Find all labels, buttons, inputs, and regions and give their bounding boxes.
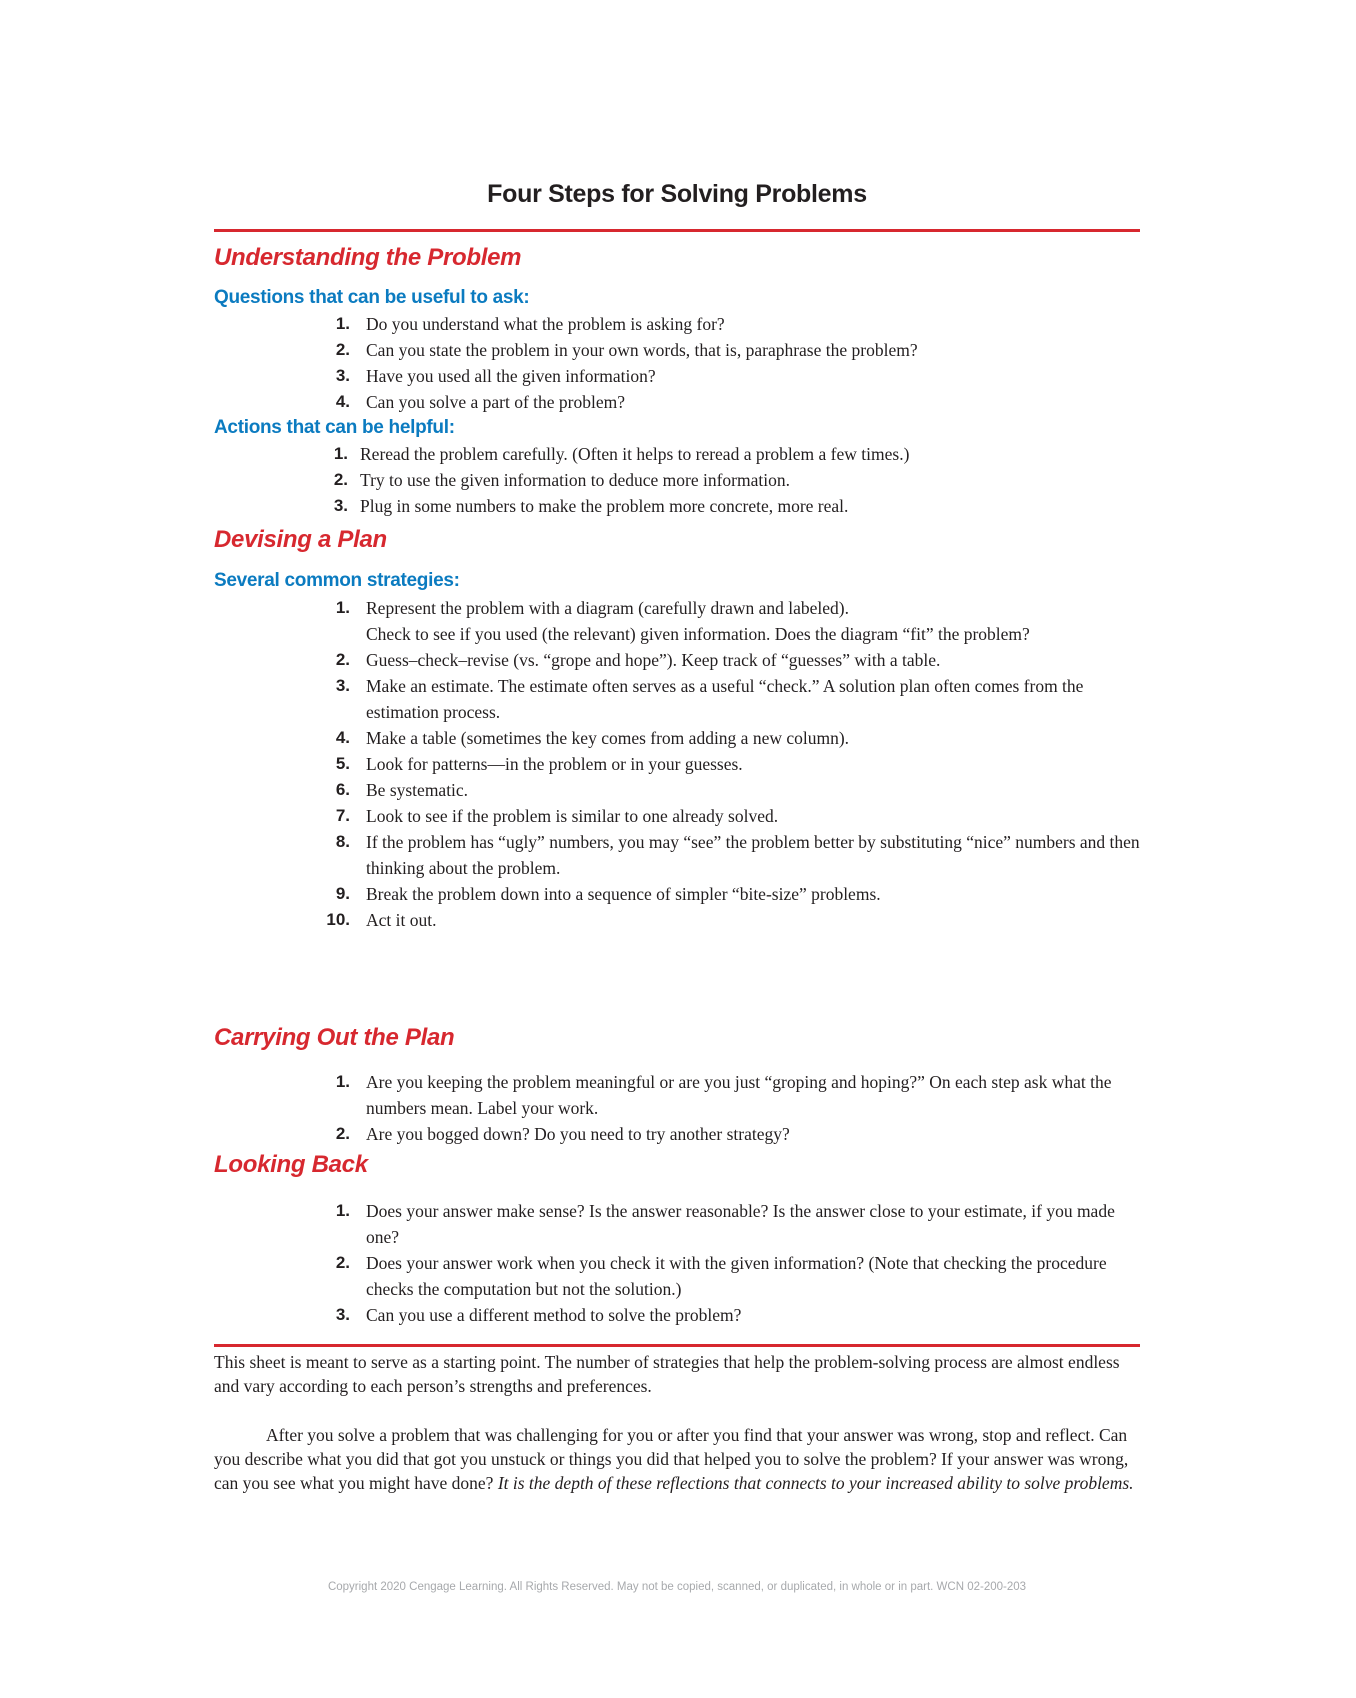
list-item xyxy=(214,1198,1140,1250)
item-number: 1. xyxy=(335,1072,350,1091)
item-text: If the problem has “ugly” numbers, you may “see” the problem better by substituting “nice” numbers and then thinking about the problem. xyxy=(366,832,1140,878)
item-number: 1. xyxy=(333,444,348,463)
item-text: Can you use a different method to solve the problem? xyxy=(366,1305,742,1325)
item-text: Represent the problem with a diagram (carefully drawn and labeled). xyxy=(366,598,850,618)
item-text: Does your answer work when you check it with the given information? (Note that checking the procedure checks the computation but not the solution.) xyxy=(366,1253,1107,1299)
list-item xyxy=(214,907,1140,933)
item-number: 5. xyxy=(335,754,350,773)
subheading-questions: Questions that can be useful to ask: xyxy=(214,287,530,308)
item-text: Are you bogged down? Do you need to try another strategy? xyxy=(366,1124,790,1144)
list-item xyxy=(214,337,1140,363)
item-text: Have you used all the given information? xyxy=(366,366,656,386)
section-heading-understanding: Understanding the Problem xyxy=(214,244,522,271)
list-item xyxy=(214,803,1140,829)
closing-divider xyxy=(214,1344,1140,1347)
item-number: 3. xyxy=(335,366,350,385)
item-number: 3. xyxy=(333,496,348,515)
list-item xyxy=(214,493,1140,519)
item-number: 3. xyxy=(335,676,350,695)
section-heading-carrying-out: Carrying Out the Plan xyxy=(214,1024,455,1051)
item-text: Do you understand what the problem is asking for? xyxy=(366,314,725,334)
list-item xyxy=(214,595,1140,647)
item-text: Make an estimate. The estimate often serves as a useful “check.” A solution plan often comes from the estimation process. xyxy=(366,676,1084,722)
list-item xyxy=(214,1250,1140,1302)
item-text: Reread the problem carefully. (Often it helps to reread a problem a few times.) xyxy=(360,444,910,464)
item-number: 10. xyxy=(326,910,350,929)
item-number: 6. xyxy=(335,780,350,799)
page-title: Four Steps for Solving Problems xyxy=(487,180,867,208)
section-heading-devising: Devising a Plan xyxy=(214,526,387,553)
closing-paragraph-2 xyxy=(214,1423,1140,1495)
item-text: Be systematic. xyxy=(366,780,469,800)
item-number: 2. xyxy=(335,1124,350,1143)
item-number: 2. xyxy=(335,650,350,669)
item-number: 9. xyxy=(335,884,350,903)
item-text: Are you keeping the problem meaningful or are you just “groping and hoping?” On each step ask what the numbers mean. Label your work. xyxy=(366,1072,1112,1118)
carrying-out-list xyxy=(214,1069,1140,1147)
closing-paragraph-2-text: After you solve a problem that was challenging for you or after you find that your answer was wrong, stop and reflect. Can you describe what you did that got you unstuck or things you did that helped you to solve the problem? If your answer was wrong, can you see what you might have done? xyxy=(214,1425,1129,1493)
copyright-footer: Copyright 2020 Cengage Learning. All Rights Reserved. May not be copied, scanned, or duplicated, in whole or in part. WCN 02-200-203 xyxy=(327,1581,1027,1593)
list-item xyxy=(214,881,1140,907)
item-number: 1. xyxy=(335,1201,350,1220)
closing-paragraph-2-emphasis: It is the depth of these reflections that connects to your increased ability to solve problems. xyxy=(497,1473,1134,1493)
item-text-continuation: Check to see if you used (the relevant) given information. Does the diagram “fit” the problem? xyxy=(366,624,1030,644)
looking-back-list xyxy=(214,1198,1140,1328)
list-item xyxy=(214,441,1140,467)
list-item xyxy=(214,777,1140,803)
item-number: 8. xyxy=(335,832,350,851)
strategies-list xyxy=(214,595,1140,933)
item-text: Make a table (sometimes the key comes from adding a new column). xyxy=(366,728,850,748)
list-item xyxy=(214,647,1140,673)
list-item xyxy=(214,311,1140,337)
closing-paragraph-1: This sheet is meant to serve as a starting point. The number of strategies that help the problem-solving process are almost endless and vary according to each person’s strengths and preferences. xyxy=(214,1352,1120,1396)
item-text: Does your answer make sense? Is the answer reasonable? Is the answer close to your estimate, if you made one? xyxy=(366,1201,1115,1247)
list-item xyxy=(214,363,1140,389)
item-number: 7. xyxy=(335,806,350,825)
item-number: 4. xyxy=(335,728,350,747)
item-text: Can you state the problem in your own words, that is, paraphrase the problem? xyxy=(366,340,918,360)
item-text: Look to see if the problem is similar to one already solved. xyxy=(366,806,779,826)
item-number: 2. xyxy=(335,1253,350,1272)
item-text: Try to use the given information to deduce more information. xyxy=(360,470,790,490)
item-number: 2. xyxy=(333,470,348,489)
list-item xyxy=(214,751,1140,777)
item-number: 1. xyxy=(335,598,350,617)
item-number: 4. xyxy=(335,392,350,411)
subheading-actions: Actions that can be helpful: xyxy=(214,417,455,438)
item-number: 1. xyxy=(335,314,350,333)
list-item xyxy=(214,725,1140,751)
actions-list xyxy=(214,441,1140,519)
item-text: Plug in some numbers to make the problem more concrete, more real. xyxy=(360,496,849,516)
list-item xyxy=(214,1121,1140,1147)
item-text: Guess–check–revise (vs. “grope and hope”). Keep track of “guesses” with a table. xyxy=(366,650,941,670)
item-number: 2. xyxy=(335,340,350,359)
list-item xyxy=(214,829,1140,881)
item-number: 3. xyxy=(335,1305,350,1324)
item-text: Break the problem down into a sequence of simpler “bite-size” problems. xyxy=(366,884,881,904)
questions-list xyxy=(214,311,1140,415)
title-divider xyxy=(214,229,1140,232)
item-text: Act it out. xyxy=(366,910,437,930)
section-heading-looking-back: Looking Back xyxy=(214,1151,368,1178)
list-item xyxy=(214,467,1140,493)
subheading-strategies: Several common strategies: xyxy=(214,570,460,591)
item-text: Look for patterns—in the problem or in your guesses. xyxy=(366,754,743,774)
list-item xyxy=(214,1069,1140,1121)
list-item xyxy=(214,1302,1140,1328)
list-item xyxy=(214,389,1140,415)
list-item xyxy=(214,673,1140,725)
item-text: Can you solve a part of the problem? xyxy=(366,392,626,412)
